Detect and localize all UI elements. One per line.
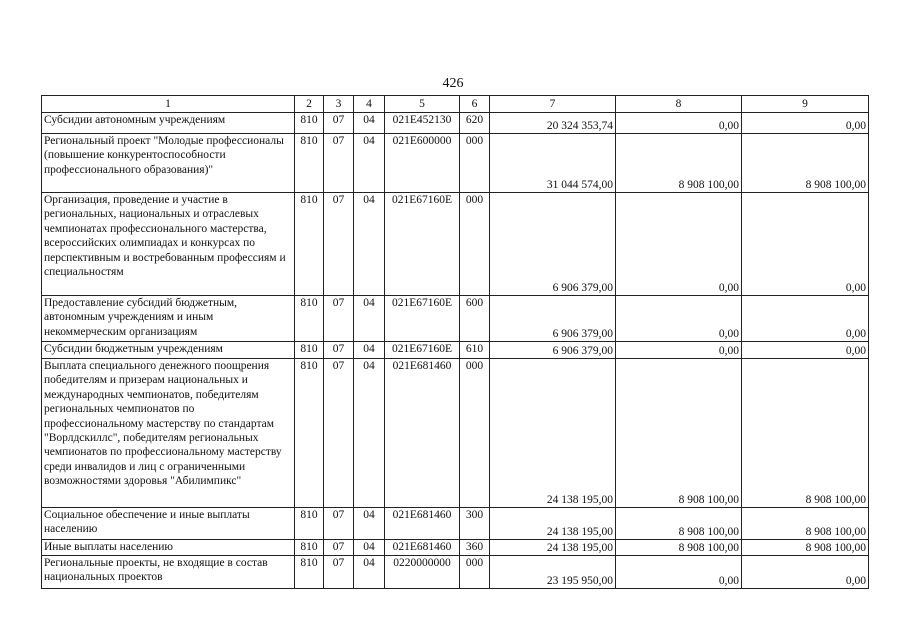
column-header: 5 [385, 96, 460, 113]
amount-cell: 8 908 100,00 [742, 540, 869, 556]
amount-cell: 20 324 353,74 [490, 113, 616, 134]
amount-cell: 8 908 100,00 [616, 134, 742, 193]
code-cell: 021E452130 [385, 113, 460, 134]
code-cell: 810 [295, 540, 324, 556]
code-cell: 04 [354, 359, 385, 508]
code-cell: 021E67160E [385, 342, 460, 359]
code-cell: 04 [354, 540, 385, 556]
code-cell: 04 [354, 134, 385, 193]
table-row [42, 359, 869, 508]
amount-cell: 8 908 100,00 [742, 508, 869, 540]
code-cell: 021E600000 [385, 134, 460, 193]
code-cell: 021E681460 [385, 540, 460, 556]
code-cell: 07 [324, 359, 354, 508]
code-cell: 000 [460, 193, 490, 296]
code-cell: 810 [295, 193, 324, 296]
column-header: 6 [460, 96, 490, 113]
amount-cell: 24 138 195,00 [490, 359, 616, 508]
code-cell: 610 [460, 342, 490, 359]
page-number: 426 [442, 76, 464, 91]
code-cell: 04 [354, 556, 385, 589]
amount-cell: 24 138 195,00 [490, 508, 616, 540]
row-name: Организация, проведение и участие в региональных, национальных и отраслевых чемпионатах профессионального мастерства, всероссийских олимпиадах и конкурсах по перспективным и востребованным профессиям и специальностям [42, 193, 295, 296]
code-cell: 04 [354, 296, 385, 342]
code-cell: 021E67160E [385, 193, 460, 296]
table-row [42, 540, 869, 556]
amount-cell: 8 908 100,00 [616, 540, 742, 556]
column-header: 3 [324, 96, 354, 113]
code-cell: 07 [324, 296, 354, 342]
code-cell: 07 [324, 193, 354, 296]
amount-cell: 0,00 [742, 556, 869, 589]
code-cell: 000 [460, 556, 490, 589]
code-cell: 021E681460 [385, 508, 460, 540]
table-header [42, 96, 869, 113]
code-cell: 04 [354, 508, 385, 540]
table-row [42, 342, 869, 359]
column-header: 2 [295, 96, 324, 113]
code-cell: 620 [460, 113, 490, 134]
amount-cell: 0,00 [742, 342, 869, 359]
table-row [42, 508, 869, 540]
amount-cell: 0,00 [742, 193, 869, 296]
code-cell: 021E681460 [385, 359, 460, 508]
column-header: 8 [616, 96, 742, 113]
code-cell: 810 [295, 342, 324, 359]
row-name: Социальное обеспечение и иные выплаты населению [42, 508, 295, 540]
row-name: Субсидии автономным учреждениям [42, 113, 295, 134]
code-cell: 810 [295, 134, 324, 193]
code-cell: 07 [324, 134, 354, 193]
amount-cell: 0,00 [616, 296, 742, 342]
table-row [42, 113, 869, 134]
amount-cell: 23 195 950,00 [490, 556, 616, 589]
row-name: Предоставление субсидий бюджетным, автономным учреждениям и иным некоммерческим организациям [42, 296, 295, 342]
table-body [42, 113, 869, 589]
code-cell: 300 [460, 508, 490, 540]
code-cell: 810 [295, 113, 324, 134]
amount-cell: 31 044 574,00 [490, 134, 616, 193]
code-cell: 810 [295, 359, 324, 508]
amount-cell: 0,00 [616, 193, 742, 296]
code-cell: 04 [354, 193, 385, 296]
amount-cell: 0,00 [616, 342, 742, 359]
code-cell: 07 [324, 113, 354, 134]
code-cell: 07 [324, 556, 354, 589]
amount-cell: 8 908 100,00 [742, 134, 869, 193]
row-name: Иные выплаты населению [42, 540, 295, 556]
code-cell: 04 [354, 113, 385, 134]
table-row [42, 134, 869, 193]
column-header: 4 [354, 96, 385, 113]
amount-cell: 8 908 100,00 [742, 359, 869, 508]
code-cell: 600 [460, 296, 490, 342]
amount-cell: 6 906 379,00 [490, 193, 616, 296]
code-cell: 0220000000 [385, 556, 460, 589]
amount-cell: 0,00 [742, 113, 869, 134]
budget-table [41, 95, 869, 589]
code-cell: 07 [324, 508, 354, 540]
table-row [42, 296, 869, 342]
row-name: Субсидии бюджетным учреждениям [42, 342, 295, 359]
code-cell: 04 [354, 342, 385, 359]
table-row [42, 556, 869, 589]
column-header: 9 [742, 96, 869, 113]
code-cell: 07 [324, 342, 354, 359]
code-cell: 810 [295, 556, 324, 589]
amount-cell: 8 908 100,00 [616, 359, 742, 508]
header-row [42, 96, 869, 113]
column-header: 1 [42, 96, 295, 113]
amount-cell: 6 906 379,00 [490, 342, 616, 359]
table-row [42, 193, 869, 296]
row-name: Региональный проект "Молодые профессионалы (повышение конкурентоспособности профессионального образования)" [42, 134, 295, 193]
amount-cell: 6 906 379,00 [490, 296, 616, 342]
amount-cell: 0,00 [742, 296, 869, 342]
amount-cell: 8 908 100,00 [616, 508, 742, 540]
code-cell: 07 [324, 540, 354, 556]
amount-cell: 0,00 [616, 113, 742, 134]
code-cell: 360 [460, 540, 490, 556]
code-cell: 021E67160E [385, 296, 460, 342]
code-cell: 810 [295, 296, 324, 342]
amount-cell: 24 138 195,00 [490, 540, 616, 556]
code-cell: 000 [460, 359, 490, 508]
code-cell: 000 [460, 134, 490, 193]
code-cell: 810 [295, 508, 324, 540]
row-name: Выплата специального денежного поощрения победителям и призерам национальных и международных чемпионатов, победителям региональных чемпионатов по профессиональному мастерству по стандартам "Ворлдскиллс", победителям региональных чемпионатов по профессиональному мастерству среди инвалидов и лиц с ограниченными возможностями здоровья "Абилимпикс" [42, 359, 295, 508]
amount-cell: 0,00 [616, 556, 742, 589]
row-name: Региональные проекты, не входящие в состав национальных проектов [42, 556, 295, 589]
column-header: 7 [490, 96, 616, 113]
